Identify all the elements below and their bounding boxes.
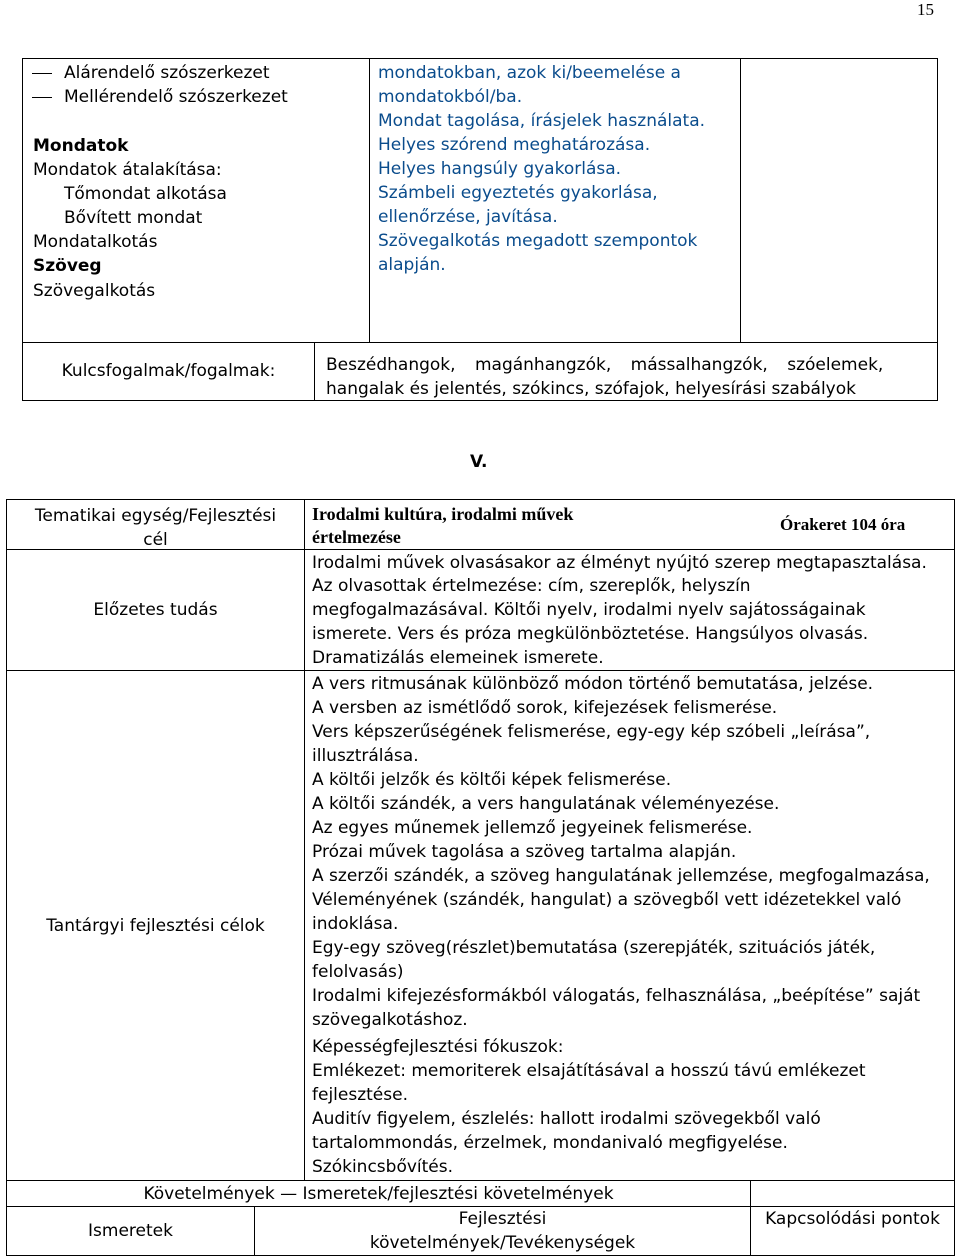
goal-line-4: illusztrálása. (312, 746, 419, 766)
key-concepts-line-1: Beszédhangok, magánhangzók, mássalhangzók, szóelemek, (326, 355, 884, 375)
goal-line-13: felolvasás) (312, 962, 404, 982)
goal-line-19: Auditív figyelem, észlelés: hallott irodalmi szövegekből való (312, 1109, 821, 1129)
prior-knowledge-label: Előzetes tudás (93, 600, 218, 620)
page-number: 15 (917, 0, 934, 19)
col-dev-line-2: követelmények/Tevékenységek (369, 1233, 636, 1253)
col-links: Kapcsolódási pontok (765, 1209, 940, 1229)
unit-label-line-2: cél (143, 530, 168, 550)
top-left-line-6: Bővített mondat (64, 208, 203, 228)
goal-line-16: Képességfejlesztési fókuszok: (312, 1037, 564, 1057)
top-mid-line-6: Számbeli egyeztetés gyakorlása, (378, 183, 658, 203)
top-left-heading-mondatok: Mondatok (33, 136, 129, 156)
prior-line-2: Az olvasottak értelmezése: cím, szereplők, helyszín (312, 576, 751, 596)
top-left-heading-szoveg: Szöveg (33, 256, 102, 276)
top-mid-line-9: alapján. (378, 255, 446, 275)
key-concepts-label: Kulcsfogalmak/fogalmak: (61, 361, 276, 381)
goals-label: Tantárgyi fejlesztési célok (46, 916, 265, 936)
goal-line-17: Emlékezet: memoriterek elsajátításával a hosszú távú emlékezet (312, 1061, 866, 1081)
top-left-line-4: Mondatok átalakítása: (33, 160, 222, 180)
top-mid-line-8: Szövegalkotás megadott szempontok (378, 231, 698, 251)
top-left-line-9: Szövegalkotás (33, 281, 156, 301)
goal-line-3: Vers képszerűségének felismerése, egy-egy kép szóbeli „leírása”, (312, 722, 871, 742)
top-mid-line-5: Helyes hangsúly gyakorlása. (378, 159, 622, 179)
goal-line-18: fejlesztése. (312, 1085, 408, 1105)
hours-label: Órakeret 104 óra (780, 515, 906, 534)
goal-line-21: Szókincsbővítés. (312, 1157, 454, 1177)
section-heading: V. (470, 452, 488, 472)
top-left-line-1: Alárendelő szószerkezet (60, 61, 270, 85)
unit-label-line-1: Tematikai egység/Fejlesztési (34, 506, 277, 526)
unit-title-line-2: értelmezése (312, 527, 401, 547)
dash-mark (32, 97, 52, 98)
goal-line-11: indoklása. (312, 914, 399, 934)
prior-line-1: Irodalmi művek olvasásakor az élményt nyújtó szerep megtapasztalása. (312, 553, 927, 573)
goal-line-1: A vers ritmusának különböző módon történő bemutatása, jelzése. (312, 674, 874, 694)
top-mid-line-2: mondatokból/ba. (378, 87, 523, 107)
unit-title-line-1: Irodalmi kultúra, irodalmi művek (312, 504, 574, 524)
goal-line-5: A költői jelzők és költői képek felismerése. (312, 770, 672, 790)
top-mid-line-7: ellenőrzése, javítása. (378, 207, 558, 227)
top-mid-line-1: mondatokban, azok ki/beemelése a (378, 63, 681, 83)
top-left-line-5: Tőmondat alkotása (64, 184, 227, 204)
prior-line-3: megfogalmazásával. Költői nyelv, irodalmi nyelv sajátosságainak (312, 600, 866, 620)
dash-mark (32, 73, 52, 74)
prior-line-5: Dramatizálás elemeinek ismerete. (312, 648, 604, 668)
prior-line-4: ismerete. Vers és próza megkülönböztetése. Hangsúlyos olvasás. (312, 624, 869, 644)
key-concepts-line-2: hangalak és jelentés, szókincs, szófajok, helyesírási szabályok (326, 379, 856, 399)
top-left-line-7: Mondatalkotás (33, 232, 158, 252)
goal-line-8: Prózai művek tagolása a szöveg tartalma alapján. (312, 842, 737, 862)
goal-line-9: A szerzői szándék, a szöveg hangulatának jellemzése, megfogalmazása, (312, 866, 930, 886)
top-mid-line-4: Helyes szórend meghatározása. (378, 135, 651, 155)
goal-line-7: Az egyes műnemek jellemző jegyeinek felismerése. (312, 818, 753, 838)
top-mid-line-3: Mondat tagolása, írásjelek használata. (378, 111, 706, 131)
goal-line-10: Véleményének (szándék, hangulat) a szövegből vett idézetekkel való (312, 890, 902, 910)
goal-line-2: A versben az ismétlődő sorok, kifejezések felismerése. (312, 698, 778, 718)
goal-line-15: szövegalkotáshoz. (312, 1010, 468, 1030)
goal-line-12: Egy-egy szöveg(részlet)bemutatása (szerepjáték, szituációs játék, (312, 938, 876, 958)
requirements-header: Követelmények — Ismeretek/fejlesztési követelmények (143, 1184, 614, 1204)
goal-line-14: Irodalmi kifejezésformákból válogatás, felhasználása, „beépítése” saját (312, 986, 921, 1006)
col-dev-line-1: Fejlesztési (458, 1209, 547, 1229)
goal-line-20: tartalommondás, érzelmek, mondanivaló megfigyelése. (312, 1133, 788, 1153)
top-left-line-2: Mellérendelő szószerkezet (60, 85, 288, 109)
goal-line-6: A költői szándék, a vers hangulatának véleményezése. (312, 794, 780, 814)
col-knowledge: Ismeretek (88, 1221, 173, 1241)
